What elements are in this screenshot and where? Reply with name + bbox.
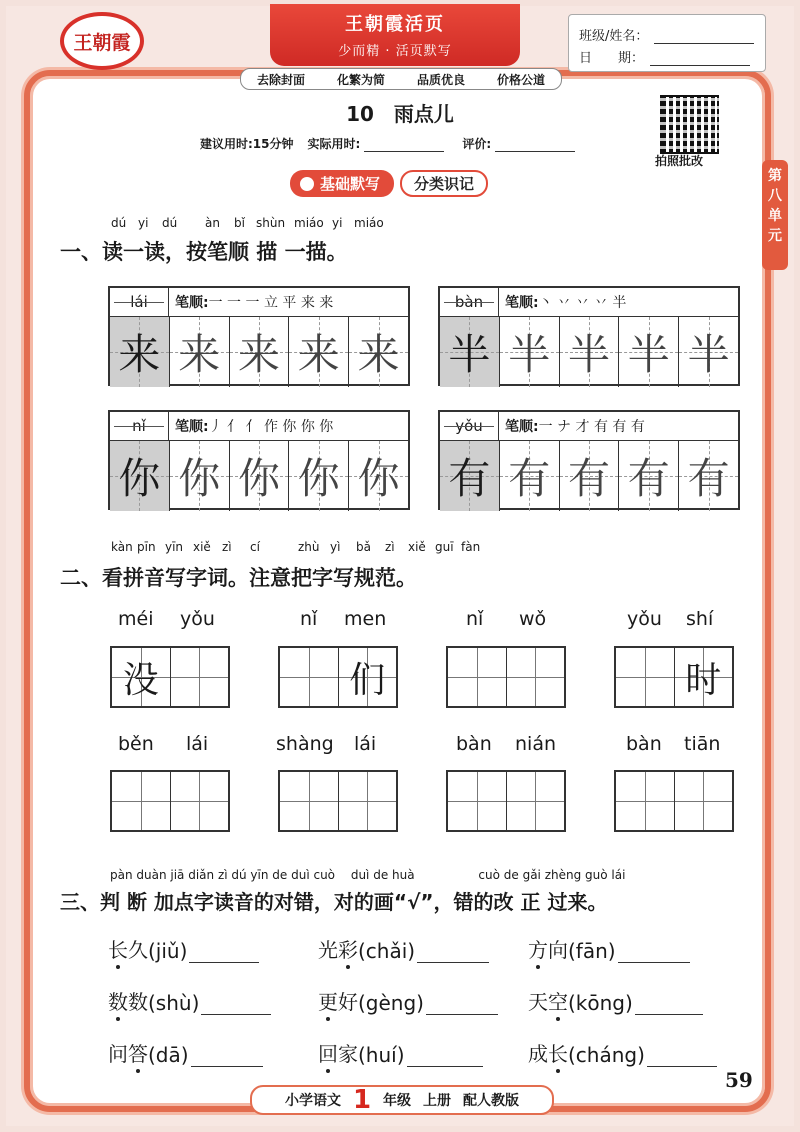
tracing-cell[interactable]: 来 <box>349 317 408 387</box>
class-name-label: 班级/姓名： <box>579 29 649 44</box>
word-pinyin: lái <box>354 733 377 755</box>
pinyin: fàn <box>461 540 481 554</box>
badge-icon <box>300 177 314 191</box>
writing-cell[interactable] <box>448 648 507 706</box>
writing-cell[interactable] <box>616 772 675 830</box>
pill-classify: 分类识记 <box>400 170 488 197</box>
writing-cell[interactable]: 没 <box>112 648 171 706</box>
time-line <box>200 135 575 152</box>
word-writing-box <box>278 770 398 832</box>
writing-cell[interactable] <box>616 648 675 706</box>
stroke-box <box>108 286 410 386</box>
footer-volume: 上册 <box>423 1093 452 1109</box>
actual-time-field[interactable] <box>364 139 444 152</box>
writing-cell[interactable] <box>507 772 565 830</box>
stroke-order-label: 笔顺: <box>175 419 209 435</box>
writing-cell[interactable] <box>507 648 565 706</box>
stroke-order: 一 ナ 才 有 有 有 <box>538 419 645 435</box>
pinyin: àn <box>205 216 220 230</box>
footer-edition: 配人教版 <box>463 1093 520 1109</box>
stroke-order: 一 一 一 立 平 来 来 <box>208 295 334 311</box>
pinyin: zì <box>222 540 232 554</box>
word-pinyin: tiān <box>684 733 721 755</box>
pinyin: cí <box>250 540 260 554</box>
word-pinyin: yǒu <box>627 608 662 630</box>
tracing-cell[interactable]: 有 <box>500 441 560 511</box>
footer-grade: 年级 <box>383 1093 412 1109</box>
pill-basic-dictation <box>290 170 394 197</box>
section-pills <box>290 170 488 197</box>
judge-item: 光 彩 (chǎi) <box>318 934 489 963</box>
stroke-order-label: 笔顺: <box>505 295 539 311</box>
pinyin: yì <box>330 540 341 554</box>
tracing-cell[interactable]: 来 <box>289 317 349 387</box>
stroke-box <box>108 410 410 510</box>
pinyin: xiě <box>193 540 211 554</box>
char-pinyin: lái <box>110 288 169 316</box>
tracing-cell[interactable]: 来 <box>110 317 170 387</box>
writing-cell[interactable] <box>171 648 229 706</box>
judge-item: 更 好 (gèng) <box>318 986 498 1015</box>
stroke-box <box>438 410 740 510</box>
slogan: 去除封面 <box>256 72 305 87</box>
pinyin: yi <box>332 216 343 230</box>
pinyin: miáo <box>354 216 384 230</box>
answer-blank[interactable] <box>635 994 703 1015</box>
section2-title: 二、看拼音写字词。注意把字写规范。 <box>60 566 417 590</box>
unit-tab <box>762 160 788 270</box>
stroke-order-label: 笔顺: <box>505 419 539 435</box>
word-writing-box <box>110 770 230 832</box>
pill-primary-label: 基础默写 <box>320 175 381 193</box>
rating-label: 评价: <box>462 137 492 151</box>
word-pinyin: wǒ <box>519 608 547 630</box>
page-number: 59 <box>725 1068 753 1092</box>
word-pinyin: nǐ <box>466 608 484 630</box>
lesson-title: 10 雨点儿 <box>346 102 454 126</box>
char-pinyin: bàn <box>440 288 499 316</box>
footer-subject: 小学语文 <box>284 1093 341 1109</box>
suggested-time: 建议用时:15分钟 <box>200 137 294 151</box>
writing-cell[interactable] <box>339 772 397 830</box>
answer-blank[interactable] <box>191 1046 263 1067</box>
answer-blank[interactable] <box>201 994 271 1015</box>
word-pinyin: méi <box>118 608 154 630</box>
logo-text: 王朝霞 <box>73 32 131 54</box>
pinyin: dú <box>162 216 178 230</box>
answer-blank[interactable] <box>426 994 498 1015</box>
answer-blank[interactable] <box>647 1046 717 1067</box>
pinyin: shùn <box>256 216 286 230</box>
judge-item: 长 久 (jiǔ) <box>108 934 259 963</box>
brand-title: 王朝霞活页 <box>345 14 445 35</box>
pinyin: zì <box>385 540 395 554</box>
tracing-cell[interactable]: 你 <box>289 441 349 511</box>
slogan-bar <box>240 68 562 90</box>
writing-cell[interactable] <box>280 772 339 830</box>
pinyin: pīn <box>137 540 156 554</box>
section3-pinyin: pàn duàn jiā diǎn zì dú yīn de duì cuò duì de huà cuò de gǎi zhèng guò lái <box>110 868 626 882</box>
footer-grade-number: 1 <box>352 1085 372 1115</box>
word-pinyin: shí <box>686 608 714 630</box>
judge-item: 问 答 (dā) <box>108 1038 263 1067</box>
word-pinyin: běn <box>118 733 154 755</box>
word-pinyin: shàng <box>276 733 334 755</box>
writing-cell[interactable] <box>112 772 171 830</box>
word-pinyin: nǐ <box>300 608 318 630</box>
word-pinyin: bàn <box>626 733 662 755</box>
tracing-cell[interactable]: 你 <box>170 441 230 511</box>
pinyin: yi <box>138 216 149 230</box>
word-writing-box <box>446 646 566 708</box>
pinyin: bǐ <box>234 216 245 230</box>
unit-tab-label: 第八单元 <box>768 168 782 244</box>
word-pinyin: men <box>344 608 387 630</box>
tracing-cell[interactable]: 来 <box>170 317 230 387</box>
rating-field[interactable] <box>495 139 575 152</box>
slogan: 化繁为简 <box>336 72 385 87</box>
writing-cell[interactable] <box>448 772 507 830</box>
pinyin: kàn <box>111 540 133 554</box>
class-name-field[interactable] <box>654 29 754 44</box>
tracing-cell[interactable]: 半 <box>619 317 679 387</box>
stroke-order: 丶 丷 丷 丷 半 <box>538 295 627 311</box>
word-writing-box <box>614 770 734 832</box>
tracing-cell[interactable]: 半 <box>440 317 500 387</box>
word-pinyin: bàn <box>456 733 492 755</box>
writing-cell[interactable]: 们 <box>339 648 397 706</box>
slogan: 价格公道 <box>496 72 545 87</box>
actual-time-label: 实际用时: <box>307 137 361 151</box>
word-writing-box <box>278 646 398 708</box>
writing-cell[interactable] <box>171 772 229 830</box>
judge-item: 成 长 (cháng) <box>528 1038 717 1067</box>
brand-subtitle: 少而精 · 活页默写 <box>338 44 452 59</box>
tracing-cell[interactable]: 你 <box>110 441 170 511</box>
answer-blank[interactable] <box>407 1046 483 1067</box>
brand-logo <box>52 12 152 74</box>
tracing-cell[interactable]: 有 <box>440 441 500 511</box>
header-banner <box>270 4 520 66</box>
writing-cell[interactable] <box>675 772 733 830</box>
judge-item: 回 家 (huí) <box>318 1038 483 1067</box>
tracing-cell[interactable]: 半 <box>679 317 738 387</box>
word-writing-box <box>446 770 566 832</box>
judge-item: 方 向 (fān) <box>528 934 690 963</box>
writing-cell[interactable] <box>280 648 339 706</box>
date-label: 日 期： <box>579 51 645 66</box>
answer-blank[interactable] <box>417 942 489 963</box>
tracing-cell[interactable]: 半 <box>500 317 560 387</box>
answer-blank[interactable] <box>618 942 690 963</box>
section3-title: 三、判 断 加点字读音的对错，对的画“√”，错的改 正 过来。 <box>60 890 608 914</box>
pinyin: xiě <box>408 540 426 554</box>
word-pinyin: yǒu <box>180 608 215 630</box>
pinyin: dú <box>111 216 127 230</box>
section1-title: 一、读一读，按笔顺 描 一描。 <box>60 240 348 264</box>
word-writing-box <box>110 646 230 708</box>
tracing-cell[interactable]: 有 <box>560 441 620 511</box>
word-writing-box <box>614 646 734 708</box>
pinyin: bǎ <box>356 540 371 554</box>
stroke-box <box>438 286 740 386</box>
qr-caption: 拍照批改 <box>655 154 704 168</box>
stroke-order: 丿 亻 亻 作 你 你 你 <box>208 419 334 435</box>
tracing-cell[interactable]: 有 <box>679 441 738 511</box>
footer-bar <box>250 1085 554 1115</box>
pinyin: yīn <box>165 540 184 554</box>
char-pinyin: yǒu <box>440 412 499 440</box>
pinyin: guī <box>435 540 454 554</box>
tracing-cell[interactable]: 半 <box>560 317 620 387</box>
pinyin: miáo <box>294 216 324 230</box>
word-pinyin: nián <box>515 733 557 755</box>
slogan: 品质优良 <box>416 72 465 87</box>
writing-cell[interactable]: 时 <box>675 648 733 706</box>
answer-blank[interactable] <box>189 942 259 963</box>
stroke-order-label: 笔顺: <box>175 295 209 311</box>
tracing-cell[interactable]: 你 <box>230 441 290 511</box>
judge-item: 数 数 (shù) <box>108 986 271 1015</box>
qr-code-pattern <box>660 95 719 154</box>
tracing-cell[interactable]: 你 <box>349 441 408 511</box>
date-field[interactable] <box>650 51 750 66</box>
tracing-cell[interactable]: 有 <box>619 441 679 511</box>
char-pinyin: nǐ <box>110 412 169 440</box>
tracing-cell[interactable]: 来 <box>230 317 290 387</box>
student-info-box <box>568 14 766 72</box>
judge-item: 天 空 (kōng) <box>528 986 703 1015</box>
word-pinyin: lái <box>186 733 209 755</box>
pinyin: zhù <box>298 540 320 554</box>
